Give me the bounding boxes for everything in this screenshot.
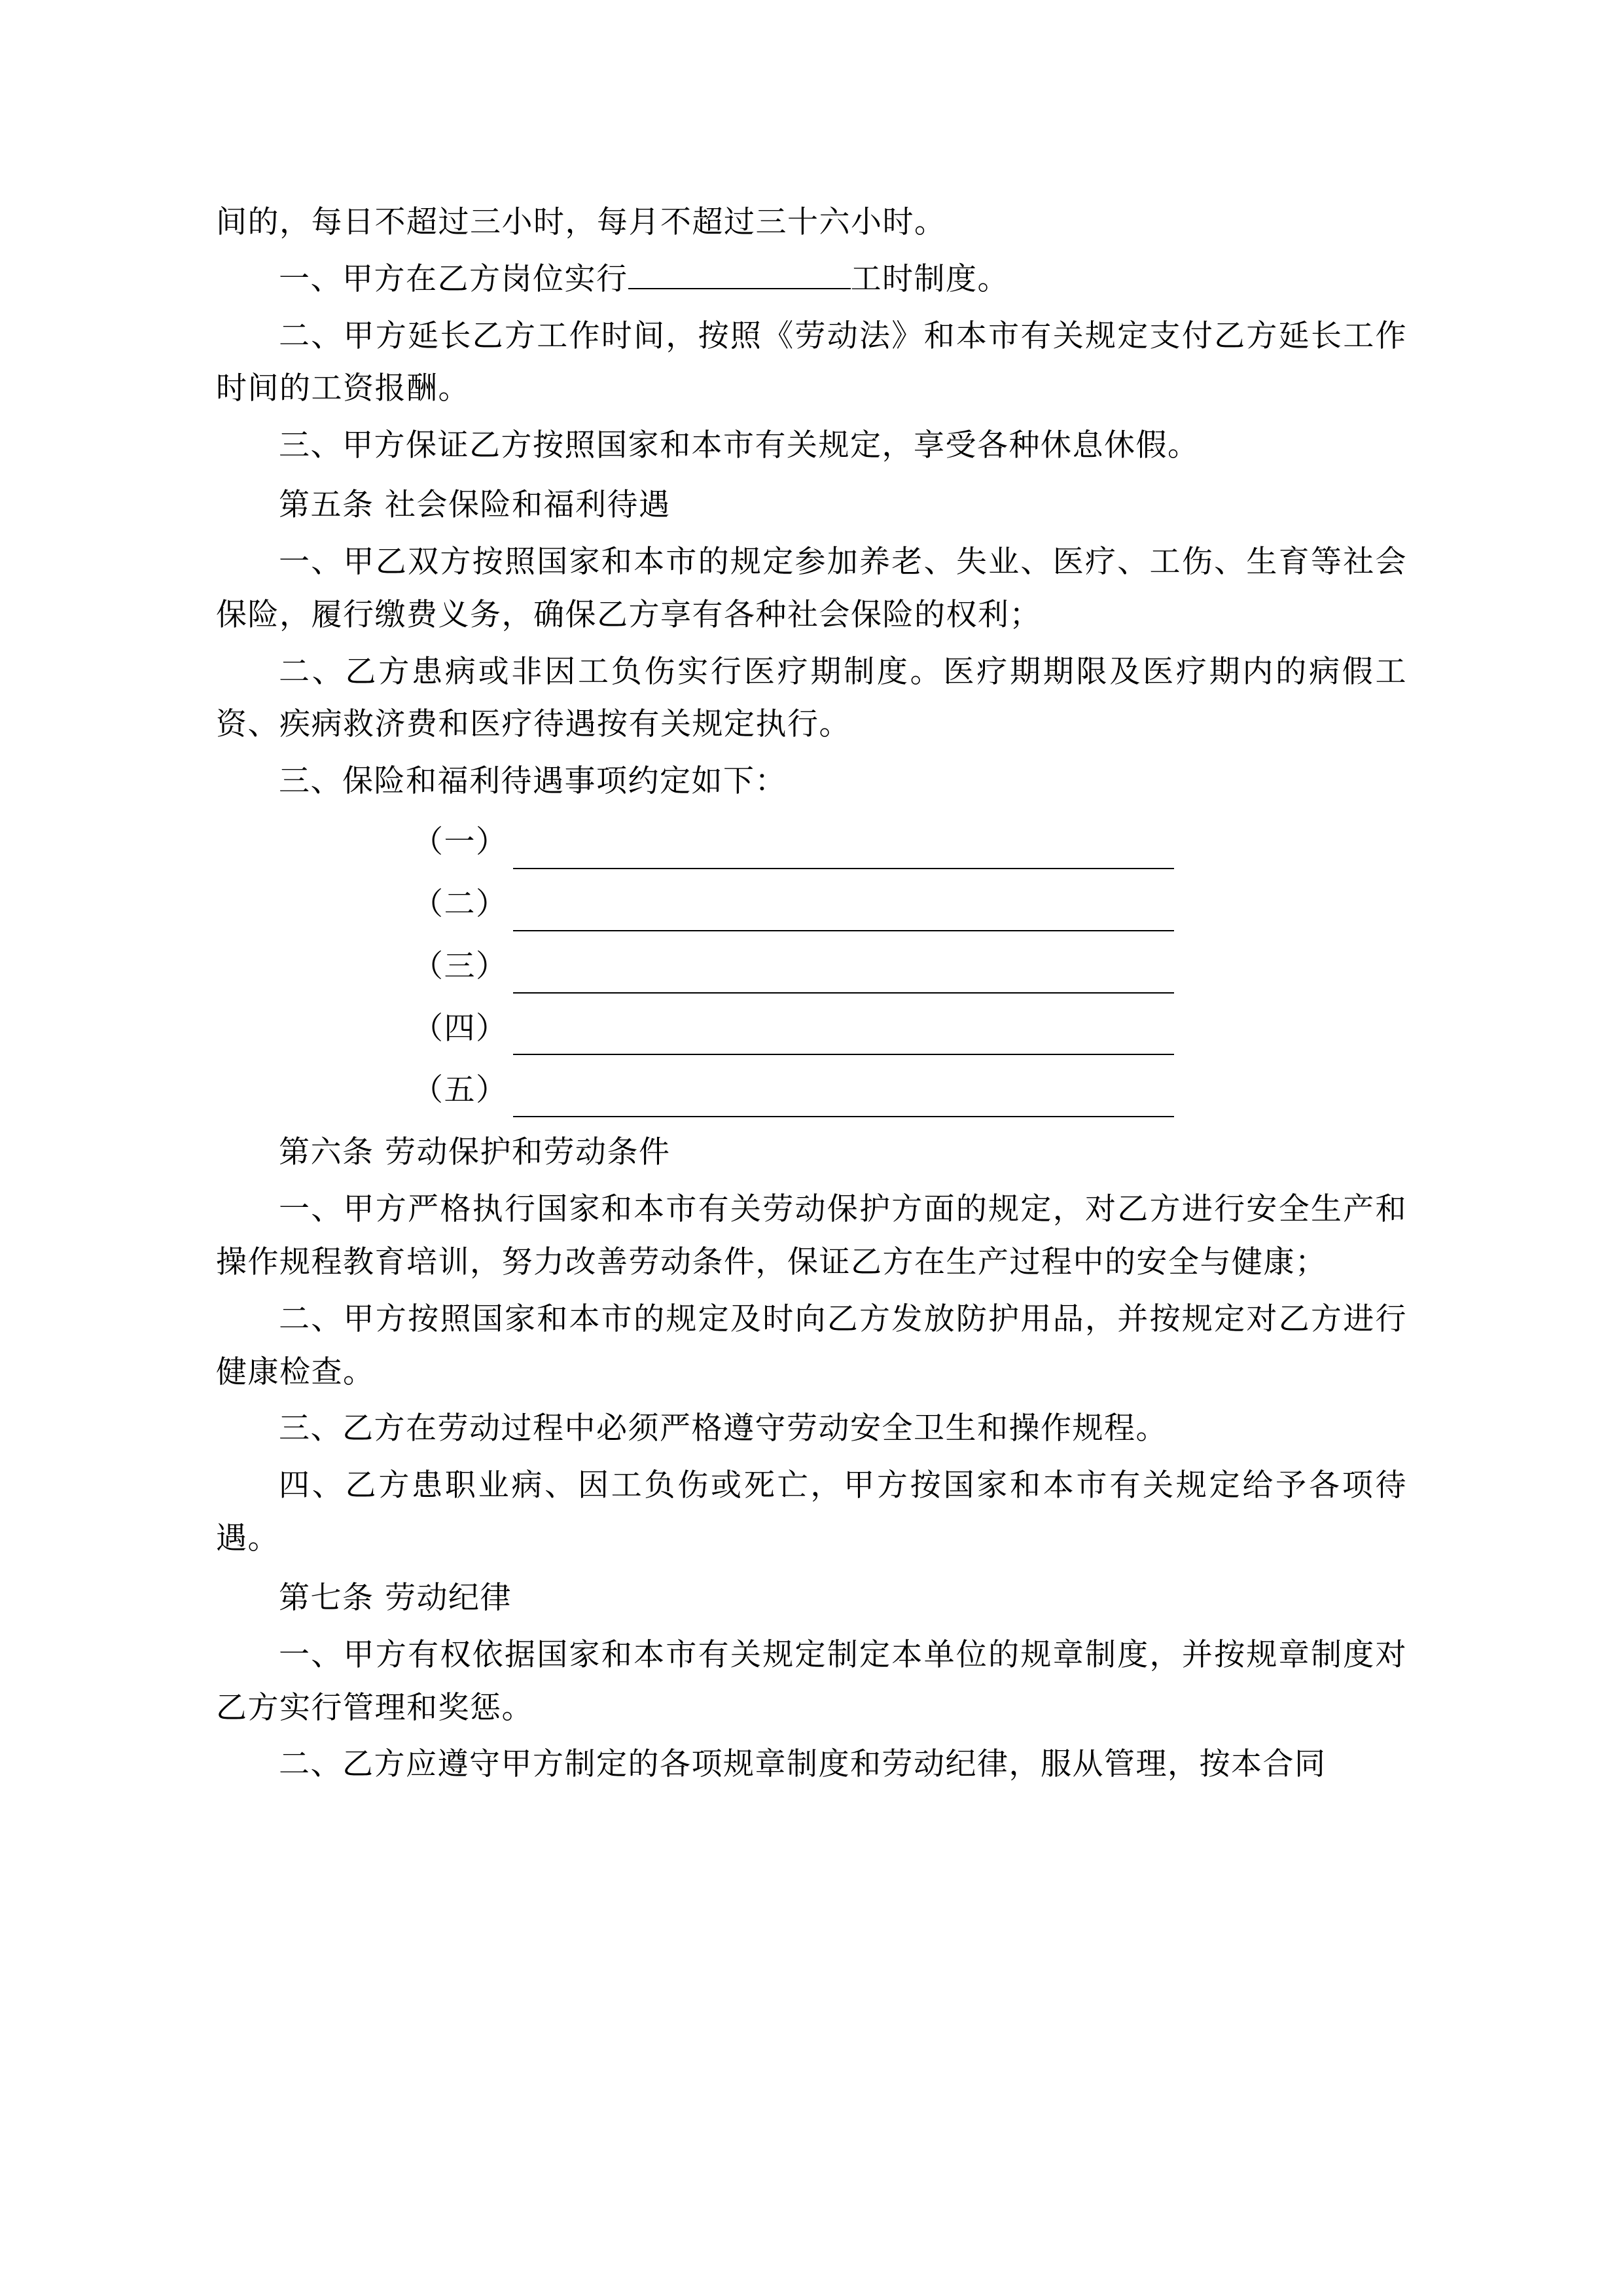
paragraph-art5-item3: 三、保险和福利待遇事项约定如下： [279, 763, 787, 800]
paragraph-art4-item3: 三、甲方保证乙方按照国家和本市有关规定，享受各种休息休假。 [279, 427, 1200, 464]
paragraph-art4-item1 [216, 253, 1407, 306]
paragraph-art6-item1: 一、甲方严格执行国家和本市有关劳动保护方面的规定，对乙方进行安全生产和操作规程教育培训，努力改善劳动条件，保证乙方在生产过程中的安全与健康； [216, 1191, 1407, 1280]
fill-in-row-3 [216, 941, 1407, 994]
art4-item1-text-after: 工时制度。 [850, 260, 1009, 297]
paragraph-art6-item2: 二、甲方按照国家和本市的规定及时向乙方发放防护用品，并按规定对乙方进行健康检查。 [216, 1300, 1407, 1390]
working-hours-system-blank[interactable] [628, 257, 851, 289]
paragraph-art4-item2: 二、甲方延长乙方工作时间，按照《劳动法》和本市有关规定支付乙方延长工作时间的工资报酬。 [216, 317, 1407, 407]
paragraph-art5-item1: 一、甲乙双方按照国家和本市的规定参加养老、失业、医疗、工伤、生育等社会保险，履行缴费义务，确保乙方享有各种社会保险的权利； [216, 543, 1407, 633]
fill-in-blank-5[interactable] [513, 1085, 1174, 1117]
fill-in-row-2 [216, 878, 1407, 931]
paragraph-art7-item1: 一、甲方有权依据国家和本市有关规定制定本单位的规章制度，并按规章制度对乙方实行管理和奖惩。 [216, 1636, 1407, 1726]
fill-in-blank-3[interactable] [513, 961, 1174, 994]
fill-in-label-1: （一） [412, 824, 508, 861]
fill-in-row-4 [216, 1003, 1407, 1056]
fill-in-row-1 [216, 816, 1407, 869]
paragraph-art6-item4: 四、乙方患职业病、因工负伤或死亡，甲方按国家和本市有关规定给予各项待遇。 [216, 1467, 1407, 1557]
fill-in-row-5 [216, 1064, 1407, 1117]
fill-in-label-4: （四） [412, 1010, 508, 1047]
paragraph-art5-item2: 二、乙方患病或非因工负伤实行医疗期制度。医疗期期限及医疗期内的病假工资、疾病救济费和医疗待遇按有关规定执行。 [216, 653, 1407, 743]
paragraph-art7-item2: 二、乙方应遵守甲方制定的各项规章制度和劳动纪律，服从管理，按本合同 [279, 1746, 1327, 1783]
fill-in-blank-4[interactable] [513, 1023, 1174, 1055]
paragraph-overtime-continued: 间的，每日不超过三小时，每月不超过三十六小时。 [216, 204, 946, 240]
fill-in-blank-1[interactable] [513, 837, 1174, 869]
paragraph-art6-item3: 三、乙方在劳动过程中必须严格遵守劳动安全卫生和操作规程。 [279, 1410, 1168, 1447]
fill-in-label-3: （三） [412, 948, 508, 984]
fill-in-label-2: （二） [412, 886, 508, 922]
heading-article-6: 第六条 劳动保护和劳动条件 [279, 1134, 671, 1171]
fill-in-blank-2[interactable] [513, 899, 1174, 931]
heading-article-5: 第五条 社会保险和福利待遇 [279, 487, 671, 524]
fill-in-label-5: （五） [412, 1072, 508, 1109]
heading-article-7: 第七条 劳动纪律 [279, 1579, 512, 1616]
document-body [216, 196, 1407, 1791]
art4-item1-text-before: 一、甲方在乙方岗位实行 [279, 260, 628, 297]
